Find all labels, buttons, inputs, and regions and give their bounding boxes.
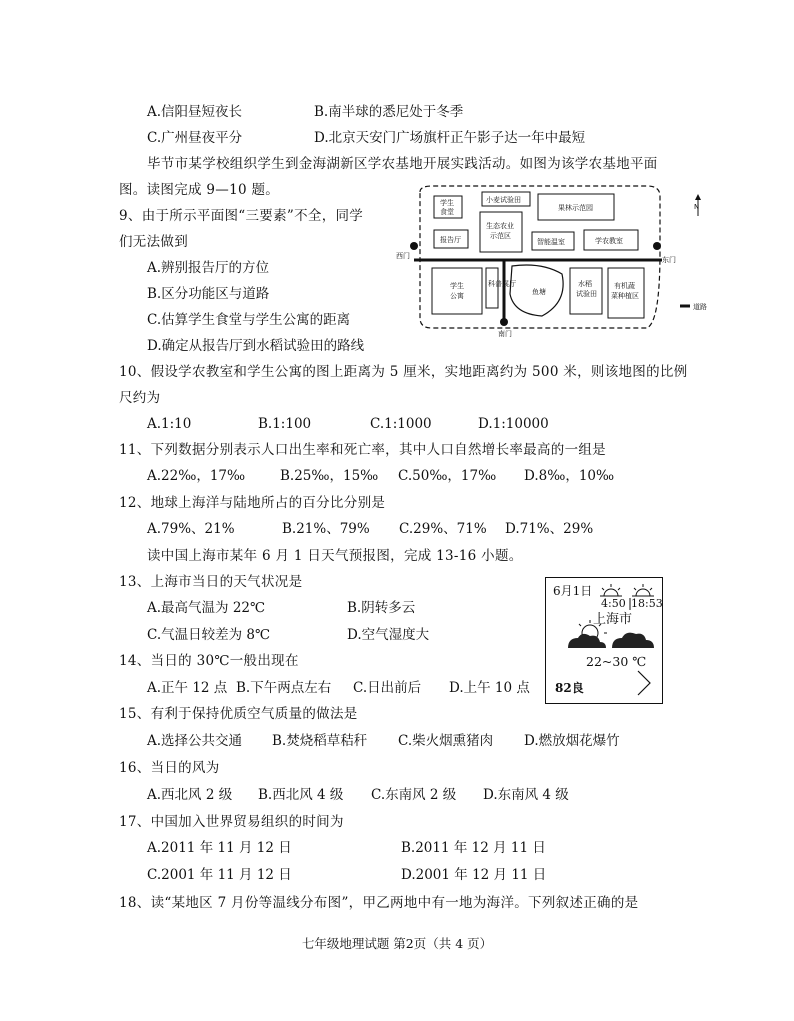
q9-stem-line2: 们无法做到 [119,234,188,250]
q9-option-b: B.区分功能区与道路 [147,286,270,302]
q8-option-a: A.信阳昼短夜长 [147,104,243,120]
q9-option-a: A.辨别报告厅的方位 [147,260,270,276]
q8-option-b: B.南半球的悉尼处于冬季 [314,104,464,120]
page-footer: 七年级地理试题 第2页（共 4 页） [301,936,493,951]
q17-option-d: D.2001 年 12 月 11 日 [401,867,547,883]
q16-option-c: C.东南风 2 级 [371,787,457,803]
q12-option-c: C.29%、71% [399,521,487,537]
east-gate-marker [653,242,661,250]
wind-direction-icon [638,671,650,695]
q14-stem: 14、当日的 30℃一般出现在 [119,653,299,669]
q10-option-d: D.1:10000 [478,416,549,432]
science-hall-box [486,268,498,308]
q12-stem: 12、地球上海洋与陆地所占的百分比分别是 [119,495,386,511]
q10-option-a: A.1:10 [147,416,192,432]
eco-agri-label-2: 示范区 [490,232,511,240]
north-arrowhead-icon [695,194,701,200]
q15-option-b: B.焚烧稻草秸秆 [272,733,368,749]
q11-option-d: D.8‰，10‰ [524,468,615,484]
q17-option-a: A.2011 年 11 月 12 日 [147,840,292,856]
q10-option-c: C.1:1000 [370,416,432,432]
sunrise-time: 4:50 [601,597,626,610]
q13-option-d: D.空气湿度大 [347,627,430,643]
sunset-time: 18:53 [631,597,663,610]
q8-option-d: D.北京天安门广场旗杆正午影子达一年中最短 [314,130,586,146]
q13-option-a: A.最高气温为 22℃ [147,600,266,616]
weather-date: 6月1日 [553,584,593,598]
west-gate-label: 西门 [396,252,410,260]
cloudy-icon [612,633,654,648]
q16-stem: 16、当日的风为 [119,760,220,776]
q14-option-d: D.上午 10 点 [449,680,530,696]
intro-9-10-line1: 毕节市某学校组织学生到金海湖新区学农基地开展实践活动。如图为该学农基地平面 [147,156,658,172]
q13-option-c: C.气温日较差为 8℃ [147,627,271,643]
q10-option-b: B.1:100 [258,416,312,432]
east-gate-label: 东门 [662,256,676,264]
q15-option-c: C.柴火烟熏猪肉 [398,733,494,749]
boundary-line [420,186,660,328]
q8-option-c: C.广州昼夜平分 [147,130,243,146]
q15-option-d: D.燃放烟花爆竹 [524,733,620,749]
q13-stem: 13、上海市当日的天气状况是 [119,574,303,590]
south-gate-label: 南门 [498,330,512,338]
compass-label: N [694,203,700,211]
veg-area-label-1: 有机蔬 [614,282,635,290]
q11-stem: 11、下列数据分别表示人口出生率和死亡率，其中人口自然增长率最高的一组是 [119,442,606,458]
q10-stem-line1: 10、假设学农教室和学生公寓的图上距离为 5 厘米，实地距离约为 500 米，则该地图的比例 [119,364,688,380]
rice-field-label-2: 试验田 [576,290,597,298]
q11-option-a: A.22‰，17‰ [147,468,246,484]
orchard-label: 果林示范园 [558,204,593,212]
eco-agri-label-1: 生态农业 [486,222,514,230]
weather-city: 上海市 [593,612,633,627]
farm-base-map [392,182,710,342]
q18-stem: 18、读“某地区 7 月份等温线分布图”，甲乙两地中有一地为海洋。下列叙述正确的是 [119,895,639,911]
q17-option-b: B.2011 年 12 月 11 日 [401,840,546,856]
q17-stem: 17、中国加入世界贸易组织的时间为 [119,814,344,830]
q17-option-c: C.2001 年 11 月 12 日 [147,867,292,883]
q16-option-a: A.西北风 2 级 [147,787,233,803]
q13-option-b: B.阴转多云 [347,600,416,616]
q16-option-b: B.西北风 4 级 [258,787,344,803]
q11-option-b: B.25‰，15‰ [280,468,379,484]
weather-temperature: 22~30 ℃ [586,654,647,669]
q9-option-c: C.估算学生食堂与学生公寓的距离 [147,312,351,328]
air-quality-index: 82良 [555,681,584,695]
greenhouse-label: 智能温室 [537,238,565,246]
science-hall-label: 科普展厅 [488,280,516,288]
dorm-label-1: 学生 [450,282,464,290]
canteen-label-1: 学生 [440,199,454,207]
q16-option-d: D.东南风 4 级 [483,787,569,803]
dorm-label-2: 公寓 [450,292,464,300]
q12-option-d: D.71%、29% [505,521,594,537]
q10-stem-line2: 尺约为 [119,390,161,406]
weather-forecast-card [545,577,663,704]
west-gate-marker [410,242,418,250]
sunrise-icon [600,584,622,596]
dorm-box [432,268,482,314]
q14-option-c: C.日出前后 [353,680,422,696]
canteen-label-2: 食堂 [440,208,454,216]
fishpond-label: 鱼塘 [532,288,546,296]
q14-option-a: A.正午 12 点 [147,680,228,696]
q15-stem: 15、有利于保持优质空气质量的做法是 [119,706,358,722]
wheat-field-label: 小麦试验田 [486,196,521,204]
veg-area-label-2: 菜种植区 [611,292,639,300]
hall-label: 报告厅 [440,236,461,244]
q15-option-a: A.选择公共交通 [147,733,243,749]
rice-field-label-1: 水稻 [578,280,592,288]
q14-option-b: B.下午两点左右 [236,680,332,696]
sunset-icon [632,584,654,596]
intro-13-16: 读中国上海市某年 6 月 1 日天气预报图，完成 13-16 小题。 [147,548,523,564]
legend-road-label: 道路 [693,303,707,311]
q9-option-d: D.确定从报告厅到水稻试验田的路线 [147,338,365,354]
south-gate-marker [500,318,508,326]
q12-option-a: A.79%、21% [147,521,235,537]
q12-option-b: B.21%、79% [282,521,370,537]
classroom-label: 学农教室 [595,237,623,245]
q9-stem-line1: 9、由于所示平面图“三要素”不全，同学 [119,208,364,224]
intro-9-10-line2: 图。读图完成 9—10 题。 [119,182,280,198]
q11-option-c: C.50‰，17‰ [398,468,497,484]
